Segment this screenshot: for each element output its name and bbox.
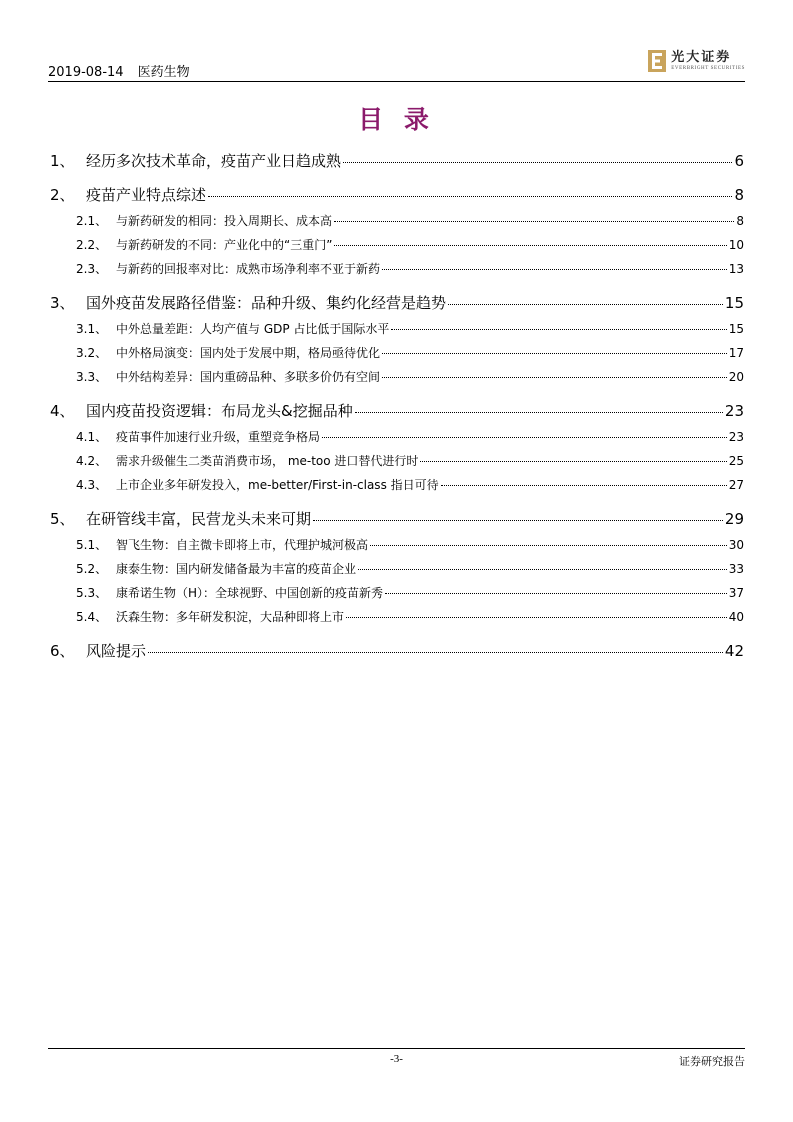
- toc-entry-text: 康希诺生物（H）：全球视野、中国创新的疫苗新秀: [116, 586, 384, 600]
- page-header: [48, 50, 745, 80]
- toc-dot-leader: [313, 520, 723, 521]
- toc-entry-text: 经历多次技术革命，疫苗产业日趋成熟: [86, 152, 342, 170]
- toc-entry-page: 23: [728, 430, 744, 444]
- toc-entry-text: 中外结构差异：国内重磅品种、多联多价仍有空间: [116, 370, 381, 384]
- toc-entry-label: [50, 640, 146, 661]
- header-meta: [48, 61, 190, 80]
- toc-entry[interactable]: [50, 292, 744, 313]
- toc-entry-number: 3.2、: [76, 346, 108, 360]
- toc-entry-page: 27: [728, 478, 744, 492]
- toc-dot-leader: [346, 617, 727, 618]
- toc-entry[interactable]: [50, 508, 744, 529]
- toc-entry-page: 6: [734, 152, 744, 170]
- toc-dot-leader: [355, 412, 723, 413]
- toc-entry-page: 23: [724, 402, 744, 420]
- toc-dot-leader: [385, 593, 727, 594]
- toc-title: 目 录: [358, 105, 435, 134]
- toc-entry[interactable]: [50, 428, 744, 445]
- toc-entry-label: [50, 452, 418, 469]
- toc-dot-leader: [382, 353, 727, 354]
- toc-entry-page: 8: [734, 186, 744, 204]
- toc-dot-leader: [334, 245, 726, 246]
- toc-entry-page: 15: [724, 294, 744, 312]
- toc-entry-label: [50, 428, 320, 445]
- toc-dot-leader: [208, 196, 732, 197]
- page-number: -3-: [390, 1053, 403, 1065]
- toc-entry-page: 25: [728, 454, 744, 468]
- toc-entry-text: 国外疫苗发展路径借鉴：品种升级、集约化经营是趋势: [86, 294, 447, 312]
- toc-entry-text: 与新药的回报率对比：成熟市场净利率不亚于新药: [116, 262, 381, 276]
- toc-entry-text: 国内疫苗投资逻辑：布局龙头&挖掘品种: [86, 402, 353, 420]
- toc-entry[interactable]: [50, 640, 744, 661]
- toc-entry-text: 康泰生物：国内研发储备最为丰富的疫苗企业: [116, 562, 357, 576]
- toc-entry-page: 17: [728, 346, 744, 360]
- toc-entry-label: [50, 400, 353, 421]
- toc-dot-leader: [322, 437, 727, 438]
- toc-entry[interactable]: [50, 344, 744, 361]
- logo-en-text: EVERBRIGHT SECURITIES: [671, 66, 745, 71]
- toc-entry[interactable]: [50, 452, 744, 469]
- everbright-logo: [648, 50, 745, 76]
- toc-dot-leader: [448, 304, 723, 305]
- toc-entry-number: 2、: [50, 186, 75, 204]
- toc-entry-text: 智飞生物：自主微卡即将上市，代理护城河极高: [116, 538, 369, 552]
- toc-entry-number: 3、: [50, 294, 75, 312]
- toc-entry[interactable]: [50, 184, 744, 205]
- toc-entry-text: 在研管线丰富，民营龙头未来可期: [86, 510, 312, 528]
- toc-dot-leader: [343, 162, 732, 163]
- toc-entry[interactable]: [50, 400, 744, 421]
- toc-entry-number: 5、: [50, 510, 75, 528]
- toc-entry-number: 5.3、: [76, 586, 108, 600]
- toc-entry-page: 33: [728, 562, 744, 576]
- toc-entry[interactable]: [50, 320, 744, 337]
- toc-entry-label: [50, 184, 206, 205]
- toc-entry-label: [50, 320, 389, 337]
- toc-entry-label: [50, 608, 344, 625]
- toc-entry[interactable]: [50, 536, 744, 553]
- toc-entry-label: [50, 344, 380, 361]
- toc-entry[interactable]: [50, 608, 744, 625]
- toc-dot-leader: [358, 569, 727, 570]
- toc-entry-text: 需求升级催生二类苗消费市场， me-too 进口替代进行时: [116, 454, 419, 468]
- toc-entry[interactable]: [50, 236, 744, 253]
- toc-entry[interactable]: [50, 212, 744, 229]
- toc-entry-label: [50, 584, 383, 601]
- toc-entry-number: 4.2、: [76, 454, 108, 468]
- header-rule: [48, 81, 745, 82]
- toc-dot-leader: [382, 269, 727, 270]
- toc-entry-page: 30: [728, 538, 744, 552]
- toc-entry[interactable]: [50, 260, 744, 277]
- toc-entry-label: [50, 260, 380, 277]
- toc-entry-number: 2.2、: [76, 238, 108, 252]
- toc-dot-leader: [420, 461, 726, 462]
- toc-entry-page: 8: [736, 214, 744, 228]
- toc-entry-text: 中外总量差距：人均产值与 GDP 占比低于国际水平: [116, 322, 390, 336]
- toc-entry-number: 5.1、: [76, 538, 108, 552]
- toc-entry-label: [50, 236, 332, 253]
- toc-entry-number: 3.1、: [76, 322, 108, 336]
- toc-entry-page: 20: [728, 370, 744, 384]
- logo-mark-icon: [648, 50, 666, 72]
- report-sector: 医药生物: [137, 65, 190, 80]
- toc-dot-leader: [334, 221, 734, 222]
- toc-dot-leader: [148, 652, 723, 653]
- toc-entry-text: 与新药研发的相同：投入周期长、成本高: [116, 214, 333, 228]
- toc-entry[interactable]: [50, 476, 744, 493]
- footer-rule: [48, 1048, 745, 1049]
- toc-entry-label: [50, 368, 380, 385]
- toc-entry-label: [50, 508, 311, 529]
- toc-entry-page: 40: [728, 610, 744, 624]
- toc-entry-text: 中外格局演变：国内处于发展中期，格局亟待优化: [116, 346, 381, 360]
- toc-entry-number: 6、: [50, 642, 75, 660]
- toc-entry-label: [50, 212, 332, 229]
- toc-dot-leader: [370, 545, 727, 546]
- logo-cn-text: 光大证券: [671, 50, 732, 65]
- toc-entry-number: 3.3、: [76, 370, 108, 384]
- toc-entry-label: [50, 292, 446, 313]
- toc-entry-number: 4、: [50, 402, 75, 420]
- toc-entry-page: 13: [728, 262, 744, 276]
- report-date: 2019-08-14: [48, 65, 124, 80]
- toc-entry-number: 5.4、: [76, 610, 108, 624]
- toc-dot-leader: [441, 485, 727, 486]
- toc-entry-label: [50, 476, 439, 493]
- toc-entry-text: 疫苗事件加速行业升级，重塑竞争格局: [116, 430, 321, 444]
- toc-entry-number: 2.3、: [76, 262, 108, 276]
- toc-entry-number: 1、: [50, 152, 75, 170]
- toc-entry-number: 5.2、: [76, 562, 108, 576]
- toc-entry-label: [50, 560, 356, 577]
- toc-entry-text: 上市企业多年研发投入，me-better/First-in-class 指日可待: [116, 478, 439, 492]
- toc-entry-page: 15: [728, 322, 744, 336]
- toc-entry-label: [50, 150, 341, 171]
- toc-dot-leader: [391, 329, 726, 330]
- toc-entry-text: 沃森生物：多年研发积淀，大品种即将上市: [116, 610, 345, 624]
- toc-entry-page: 42: [724, 642, 744, 660]
- toc-entry[interactable]: [50, 560, 744, 577]
- toc-entry-page: 29: [724, 510, 744, 528]
- toc-entry-number: 2.1、: [76, 214, 108, 228]
- toc-entry-label: [50, 536, 368, 553]
- toc-entry-text: 风险提示: [86, 642, 147, 660]
- doc-type-label: 证券研究报告: [679, 1055, 745, 1068]
- toc-entry-page: 10: [728, 238, 744, 252]
- toc-dot-leader: [382, 377, 727, 378]
- toc-entry[interactable]: [50, 150, 744, 171]
- toc-entry-page: 37: [728, 586, 744, 600]
- toc-entry[interactable]: [50, 584, 744, 601]
- toc-entry-number: 4.1、: [76, 430, 108, 444]
- toc-entry-text: 疫苗产业特点综述: [86, 186, 207, 204]
- toc-entry-number: 4.3、: [76, 478, 108, 492]
- toc-entry[interactable]: [50, 368, 744, 385]
- toc-entry-text: 与新药研发的不同：产业化中的“三重门”: [116, 238, 333, 252]
